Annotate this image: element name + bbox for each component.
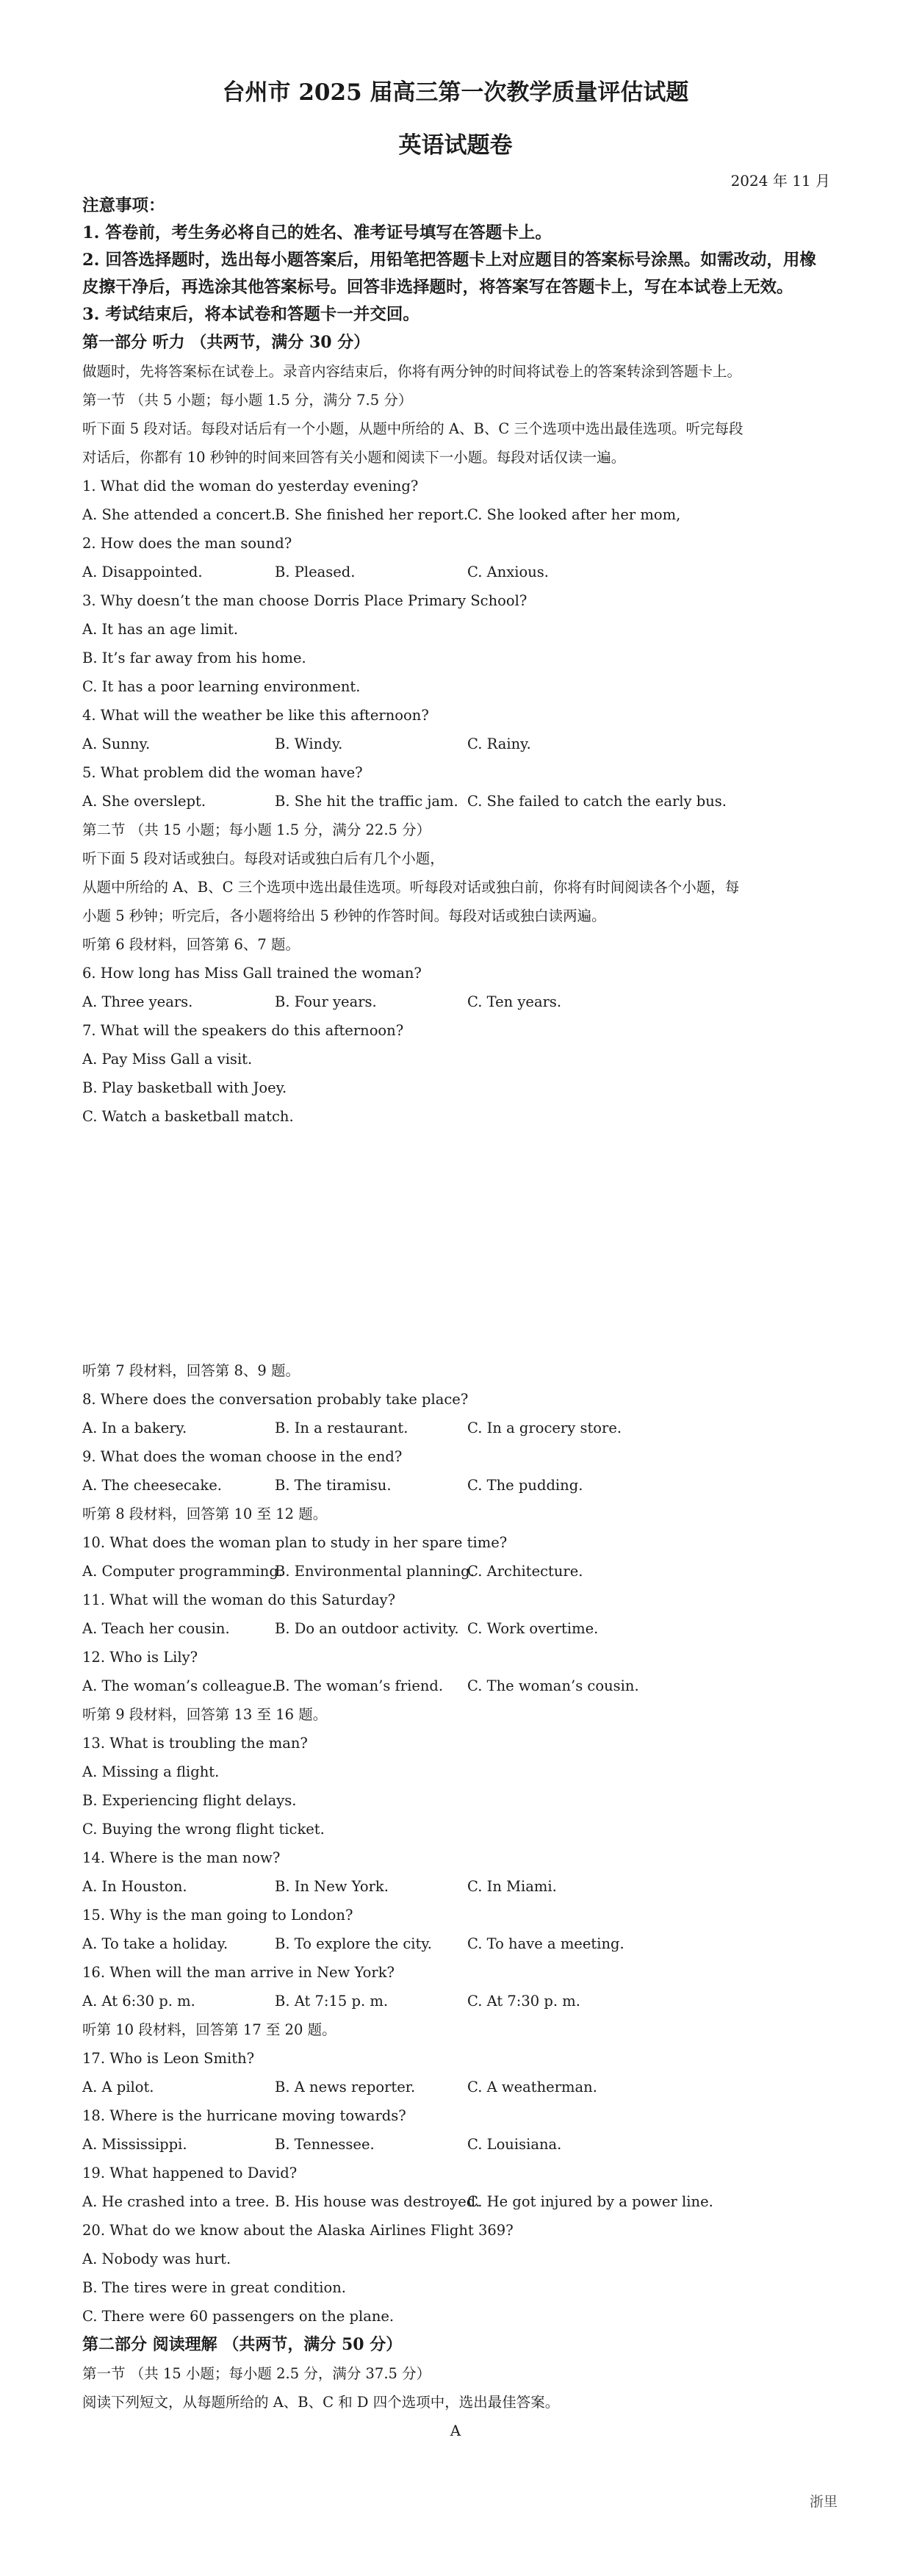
option-b: B. The tires were in great condition. (82, 2279, 346, 2296)
option-b: B. Tennessee. (275, 2136, 375, 2153)
question-stem: 1. What did the woman do yesterday evening? (82, 478, 419, 494)
question-stem: 14. Where is the man now? (82, 1849, 281, 1866)
section1-heading: 第一节 （共 5 小题；每小题 1.5 分，满分 7.5 分） (82, 392, 413, 409)
option-a: A. At 6:30 p. m. (82, 1993, 195, 2010)
question-options (82, 987, 832, 1016)
footer-mark: 浙里 (809, 2494, 838, 2510)
listen-instruction: 听第 9 段材料，回答第 13 至 16 题。 (82, 1706, 328, 1723)
option-c: C. Rainy. (467, 735, 531, 752)
part1-intro: 做题时，先将答案标在试卷上。录音内容结束后，你将有两分钟的时间将试卷上的答案转涂到答题卡上。 (82, 363, 742, 380)
question-options (82, 1414, 832, 1442)
question-options (82, 787, 832, 816)
question-options (82, 1614, 832, 1643)
listen-instruction: 听第 10 段材料，回答第 17 至 20 题。 (82, 2021, 336, 2038)
option-a: A. Missing a flight. (82, 1763, 220, 1780)
passage-label: A (450, 2422, 461, 2439)
question-options (82, 1557, 832, 1586)
listen-instruction: 听第 7 段材料，回答第 8、9 题。 (82, 1362, 300, 1379)
question-stem: 12. Who is Lily? (82, 1649, 198, 1666)
section2-intro-1: 听下面 5 段对话或独白。每段对话或独白后有几个小题， (82, 850, 444, 867)
question-stem: 13. What is troubling the man? (82, 1735, 308, 1752)
section1-intro-2: 对话后，你都有 10 秒钟的时间来回答有关小题和阅读下一小题。每段对话仅读一遍。 (82, 449, 626, 466)
option-b: B. It’s far away from his home. (82, 650, 306, 666)
question-stem: 11. What will the woman do this Saturday? (82, 1591, 396, 1608)
option-a: A. In Houston. (82, 1878, 187, 1895)
option-c: C. She looked after her mom, (467, 506, 681, 523)
question-options (82, 730, 832, 758)
option-c: C. Architecture. (467, 1563, 583, 1580)
exam-title: 台州市 2025 届高三第一次教学质量评估试题 (222, 79, 689, 106)
question-options (82, 500, 832, 529)
listen-instruction: 听第 8 段材料，回答第 10 至 12 题。 (82, 1505, 328, 1522)
option-a: A. Three years. (82, 993, 193, 1010)
question-options (82, 1987, 832, 2015)
option-c: C. She failed to catch the early bus. (467, 793, 727, 810)
question-options (82, 2130, 832, 2159)
question-stem: 9. What does the woman choose in the end? (82, 1448, 403, 1465)
option-b: B. Four years. (275, 993, 377, 1010)
option-c: C. Watch a basketball match. (82, 1108, 294, 1125)
question-stem: 5. What problem did the woman have? (82, 764, 363, 781)
option-a: A. To take a holiday. (82, 1935, 228, 1952)
option-a: A. The cheesecake. (82, 1477, 222, 1494)
question-stem: 20. What do we know about the Alaska Airlines Flight 369? (82, 2222, 514, 2239)
option-c: C. The pudding. (467, 1477, 583, 1494)
option-b: B. The tiramisu. (275, 1477, 392, 1494)
question-options (82, 558, 832, 586)
option-b: B. To explore the city. (275, 1935, 432, 1952)
notice-item-3: 3. 考试结束后，将本试卷和答题卡一并交回。 (82, 305, 420, 324)
part1-heading: 第一部分 听力 （共两节，满分 30 分） (82, 333, 370, 352)
question-stem: 8. Where does the conversation probably take place? (82, 1391, 469, 1408)
question-stem: 7. What will the speakers do this afternoon? (82, 1022, 404, 1039)
option-c: C. He got injured by a power line. (467, 2193, 713, 2210)
content-upper (82, 193, 832, 1131)
question-stem: 15. Why is the man going to London? (82, 1907, 353, 1924)
option-a: A. Computer programming. (82, 1563, 283, 1580)
option-a: A. Mississippi. (82, 2136, 187, 2153)
option-c: C. It has a poor learning environment. (82, 678, 361, 695)
question-options (82, 1872, 832, 1901)
option-a: A. He crashed into a tree. (82, 2193, 270, 2210)
question-stem: 18. Where is the hurricane moving towards? (82, 2107, 406, 2124)
option-c: C. In a grocery store. (467, 1420, 622, 1436)
option-c: C. Louisiana. (467, 2136, 562, 2153)
option-a: A. Nobody was hurt. (82, 2251, 231, 2267)
option-c: C. Anxious. (467, 564, 550, 580)
option-b: B. She hit the traffic jam. (275, 793, 458, 810)
question-stem: 3. Why doesn’t the man choose Dorris Place Primary School? (82, 592, 527, 609)
option-b: B. Play basketball with Joey. (82, 1079, 287, 1096)
option-b: B. She finished her report. (275, 506, 469, 523)
question-stem: 10. What does the woman plan to study in her spare time? (82, 1534, 508, 1551)
option-c: C. Buying the wrong flight ticket. (82, 1821, 325, 1838)
question-stem: 16. When will the man arrive in New York? (82, 1964, 395, 1981)
content-lower (82, 1356, 832, 2417)
option-a: A. Pay Miss Gall a visit. (82, 1051, 253, 1068)
option-b: B. At 7:15 p. m. (275, 1993, 389, 2010)
section2-intro-2: 从题中所给的 A、B、C 三个选项中选出最佳选项。听每段对话或独白前，你将有时间阅读各个小题，每 (82, 879, 740, 896)
option-a: A. She overslept. (82, 793, 206, 810)
option-c: C. A weatherman. (467, 2079, 597, 2095)
option-c: C. The woman’s cousin. (467, 1677, 639, 1694)
option-c: C. Ten years. (467, 993, 562, 1010)
question-options (82, 2073, 832, 2101)
option-a: A. It has an age limit. (82, 621, 239, 638)
option-a: A. Sunny. (82, 735, 151, 752)
part2-intro: 阅读下列短文，从每题所给的 A、B、C 和 D 四个选项中，选出最佳答案。 (82, 2394, 560, 2411)
option-a: A. Teach her cousin. (82, 1620, 230, 1637)
option-a: A. In a bakery. (82, 1420, 187, 1436)
option-b: B. His house was destroyed. (275, 2193, 480, 2210)
question-options (82, 1672, 832, 1700)
option-b: B. Experiencing flight delays. (82, 1792, 297, 1809)
notice-item-2: 2. 回答选择题时，选出每小题答案后，用铅笔把答题卡上对应题目的答案标号涂黑。如需改动，用橡皮擦干净后，再选涂其他答案标号。回答非选择题时，将答案写在答题卡上，写在本试卷上无效。 (82, 251, 816, 297)
section1-intro-1: 听下面 5 段对话。每段对话后有一个小题，从题中所给的 A、B、C 三个选项中选出最佳选项。听完每段 (82, 420, 743, 437)
section2-intro-3: 小题 5 秒钟；听完后，各小题将给出 5 秒钟的作答时间。每段对话或独白读两遍。 (82, 907, 606, 924)
notice-item-1: 1. 答卷前，考生务必将自己的姓名、准考证号填写在答题卡上。 (82, 223, 552, 242)
exam-subtitle: 英语试题卷 (398, 132, 513, 159)
question-stem: 4. What will the weather be like this afternoon? (82, 707, 429, 724)
question-options (82, 1471, 832, 1500)
option-a: A. She attended a concert. (82, 506, 276, 523)
option-c: C. At 7:30 p. m. (467, 1993, 580, 2010)
question-stem: 17. Who is Leon Smith? (82, 2050, 255, 2067)
question-stem: 2. How does the man sound? (82, 535, 292, 552)
question-options (82, 2187, 832, 2216)
question-options (82, 1929, 832, 1958)
part2-heading: 第二部分 阅读理解 （共两节，满分 50 分） (82, 2335, 403, 2354)
option-b: B. A news reporter. (275, 2079, 416, 2095)
option-c: C. To have a meeting. (467, 1935, 624, 1952)
option-a: A. Disappointed. (82, 564, 203, 580)
option-b: B. Environmental planning. (275, 1563, 475, 1580)
question-stem: 19. What happened to David? (82, 2165, 298, 2181)
exam-date: 2024 年 11 月 (730, 172, 830, 190)
option-b: B. Pleased. (275, 564, 356, 580)
question-stem: 6. How long has Miss Gall trained the woman? (82, 965, 422, 982)
section2-heading: 第二节 （共 15 小题；每小题 1.5 分，满分 22.5 分） (82, 821, 431, 838)
option-b: B. The woman’s friend. (275, 1677, 444, 1694)
option-c: C. Work overtime. (467, 1620, 599, 1637)
option-c: C. In Miami. (467, 1878, 557, 1895)
option-b: B. In a restaurant. (275, 1420, 408, 1436)
option-b: B. In New York. (275, 1878, 389, 1895)
notice-heading: 注意事项： (82, 196, 165, 215)
option-a: A. The woman’s colleague. (82, 1677, 277, 1694)
option-a: A. A pilot. (82, 2079, 154, 2095)
listen-instruction: 听第 6 段材料，回答第 6、7 题。 (82, 936, 300, 953)
part2-section1-heading: 第一节 （共 15 小题；每小题 2.5 分，满分 37.5 分） (82, 2365, 431, 2382)
option-b: B. Windy. (275, 735, 343, 752)
option-c: C. There were 60 passengers on the plane. (82, 2308, 395, 2325)
option-b: B. Do an outdoor activity. (275, 1620, 459, 1637)
